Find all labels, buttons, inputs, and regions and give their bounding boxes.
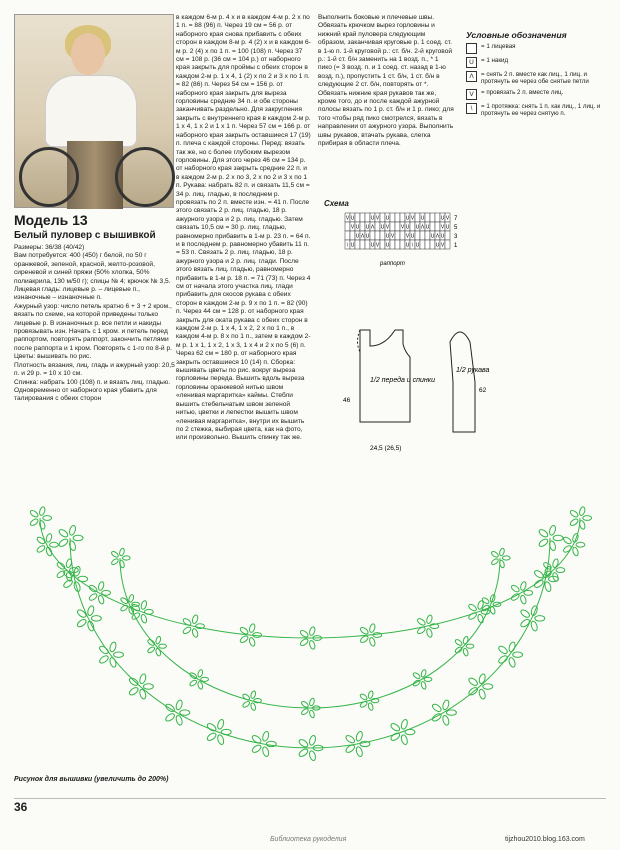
chart-symbol: Λ (420, 224, 425, 231)
rapport-label: раппорт (380, 261, 405, 267)
legend-text: = 1 протяжка: снять 1 п. как лиц., 1 лиц. и протянуть ее через снятую п. (481, 102, 601, 118)
paragraph: Цветы: вышивать по рис. (14, 353, 92, 361)
chart-cell (355, 240, 360, 249)
width-label: 24,5 (26,5) (370, 445, 402, 452)
chart-cell (435, 213, 440, 222)
chart-cell (370, 231, 375, 240)
chart-cell (365, 213, 370, 222)
chart-cell (415, 231, 420, 240)
chart-cell (420, 231, 425, 240)
chart-symbol: V (350, 224, 355, 231)
paragraph: Плотность вязания, лиц. гладь и ажурный узор: 20,5 п. и 29 р. = 10 х 10 см. (14, 361, 175, 378)
chart-symbol: U (435, 242, 440, 249)
front-back-label: 1/2 переда и спинки (370, 377, 435, 384)
chart-symbol: U (440, 215, 445, 222)
model-photo (14, 14, 174, 208)
chart-symbol: V (345, 215, 350, 222)
chart-cell (355, 213, 360, 222)
chart-cell (425, 231, 430, 240)
chart-symbol: U (370, 242, 375, 249)
legend-text: = 1 лицевая (481, 43, 516, 50)
chart-symbol: V (440, 242, 445, 249)
chart-symbol: U (410, 233, 415, 240)
chart-cell (400, 213, 405, 222)
chart-row-label: 3 (454, 234, 458, 240)
photo-face (71, 33, 105, 75)
chart-symbol: \ (346, 242, 349, 249)
chart-cell (365, 240, 370, 249)
chart-cell (400, 231, 405, 240)
paragraph: Спинка: набрать 100 (108) п. и вязать лиц. гладью. Одновременно от наборного края убавить для талирования с обеих сторон (14, 378, 171, 403)
height-label: 46 (343, 397, 351, 404)
instructions-column-1 (14, 244, 176, 404)
paragraph: Вам потребуется: 400 (450) г белой, по 50 г оранжевой, зеленой, красной, желто-розовой, сиреневой и синей пряжи (50% хлопка, 50% полиакрила, 130 м/50 г); спицы № 4; крючок № 3,5. (14, 252, 171, 285)
front-back-diagram (358, 330, 411, 422)
sleeve-label: 1/2 рукава (456, 367, 490, 374)
chart-symbol: U (380, 224, 385, 231)
legend-text: = провязать 2 п. вместе лиц. (481, 88, 564, 96)
chart-symbol: \ (411, 242, 414, 249)
model-title: Модель 13 (14, 212, 88, 228)
source-url: tijzhou2010.blog.163.com (505, 836, 585, 843)
chart-symbol: U (350, 215, 355, 222)
chart-symbol: U (365, 233, 370, 240)
lace-pattern-chart (345, 213, 465, 271)
sleeve-length-label: 62 (479, 387, 487, 394)
chart-cell (425, 240, 430, 249)
chart-symbol: U (355, 224, 360, 231)
legend-symbol: U (466, 57, 477, 68)
chart-symbol: U (350, 242, 355, 249)
instructions-column-2: в каждом 6-м р. 4 х и в каждом 4-м р. 2 х по 1 п. = 88 (96) п. Через 19 см = 56 р. от наборного края снова прибавить с обеих сторон в каждом 8-м р. 4 (2) х и в каждом 6-м р. 2 (4) х по 1 п. = 100 (108) п. Через 37 см = 108 р. (36 см = 104 р.) от наборного края закрыть для проймы с обеих сторон в каждом 2-м р. 1 х 4, 1 (2) х по 2 и 3 х по 1 п. = 82 (86) п. Через 54 см = 156 р. от наборного края закрыть для выреза горловины средние 34 п. и обе стороны заканчивать раздельно. Для закругления закрыть с внутреннего края в каждом 2-м р. 1 х 4, 1 х 2 и 1 х 1 п. Через 57 см = 166 р. от наборного края закрыть оставшиеся 17 (19) п. плеча с каждой стороны. Перед: вязать так же, но с более глубоким вырезом горловины. Для этого через 46 см = 134 р. от наборного края закрыть средние 22 п. и в каждом 2-м р. 2 х по 3, 2 х по 2 и 3 х по 1 п. Рукава: набрать 82 п. и связать 11,5 см = 34 р. лиц. гладью, в последнем р. провязать по 2 п. вместе изн. = 41 п. После этого связать 2 р. лиц. гладью, 18 р. ажурного узора и 2 р. лиц. гладью. Затем связать 10,5 см = 30 р. лиц. гладью, равномерно прибавить в 1-м р. 23 п. = 64 п. и в последнем р. равномерно убавить 11 п. = 53 п. Связать 2 р. лиц. гладью, 18 р. ажурного узора и 2 р. лиц. глади. После этого вязать лиц. гладью, равномерно прибавить в 1-м р. 18 п. = 71 (73) п. Через 4 см от начала этого участка лиц. глади прибавить для скосов рукава с обеих сторон в каждом 2-м р. 9 х по 1 п. = 82 (90) п. Через 44 см = 128 р. от наборного края закрыть для оката рукава с обеих сторон в каждом 2-м р. 1 х 4, 1 х 2, 2 х по 1 п., в каждом 4-м р. 8 х по 1 п., затем в каждом 2-м р. 1 х 1, 1 х 2, 1 х 3, 1 х 4 и 2 х по 5 (6) п. Через 62 см = 180 р. от наборного края закрыть оставшиеся 10 (14) п. Сборка: вышивать цветы по рис. вокруг выреза горловины переда. Вышить вдоль выреза горловины оранжевой нитью швом «ленивая маргаритка» каймы. Стебли вышить стебельчатым швом зеленой нитью, цветки и лепестки вышить швом «ленивая маргаритка», внутри их вышить по 2 стежка, выбирая цвета, как на фото, или произвольно. Вышить спинку так же. (176, 14, 311, 442)
legend-item (466, 57, 616, 68)
chart-cell (445, 231, 450, 240)
chart-cell (395, 231, 400, 240)
chart-cell (380, 213, 385, 222)
chart-symbol: V (400, 224, 405, 231)
chart-symbol: Λ (370, 224, 375, 231)
chart-cell (425, 213, 430, 222)
chart-symbol: U (430, 233, 435, 240)
chart-symbol: U (385, 242, 390, 249)
legend-symbol (466, 43, 477, 54)
chart-symbol: U (370, 215, 375, 222)
chart-cell (415, 213, 420, 222)
chart-symbol: V (375, 215, 380, 222)
chart-cell (430, 213, 435, 222)
chart-symbol: U (405, 215, 410, 222)
legend-item (466, 89, 616, 100)
chart-symbol: Λ (435, 233, 440, 240)
sleeve-diagram (450, 332, 475, 432)
page-number: 36 (14, 800, 28, 814)
instructions-column-3: Выполнить боковые и плечевые швы. Обвязать крючком вырез горловины и нижний край пуловера следующим образом, заканчивая круговые р. 1 соед. ст. в 1-ю п. 1-й круговой р.: ст. б/н. 2-й круговой р.: 1-й ст. б/н заменить на 1 возд. п., * 1 пико (= 3 возд. п. и 1 соед. ст. назад в 1-ю возд. п.), пропустить 1 ст. б/н, 1 ст. б/н в следующие 2 ст. б/н, повторять от *. Обвязать нижние края рукавов так же, кроме того, до и после каждой ажурной полосы вязать по 1 р. ст. б/н и 1 р. пико; для того чтобы ряд пико смотрелся, вязать в направлении от ажурного узора. Выполнить швы рукавов, втачать рукава, слегка прибирая в области плеча. (318, 14, 454, 148)
legend-item (466, 103, 616, 118)
chart-cell (380, 240, 385, 249)
chart-cell (390, 240, 395, 249)
footer-text: Библиотека рукоделия (270, 836, 347, 843)
paragraph: Ажурный узор: число петель кратно 6 + 3 + 2 кром., вязать по схеме, на которой приведены только лицевые р. В изнаночных р. все петли и накиды провязывать изн. Начать с 1 кром. и петель перед раппортом, повторять раппорт, закончить петлями после раппорта и 1 кром. Повторять с 1-го по 8-й р. (14, 302, 172, 352)
chart-cell (435, 222, 440, 231)
chart-symbol: V (440, 224, 445, 231)
chart-symbol: V (375, 242, 380, 249)
chart-cell (380, 231, 385, 240)
legend-item (466, 71, 616, 86)
chart-cell (375, 231, 380, 240)
chart-symbol: U (440, 233, 445, 240)
chart-symbol: U (445, 224, 450, 231)
chart-symbol: U (420, 215, 425, 222)
chart-cell (430, 222, 435, 231)
chart-symbol: V (385, 224, 390, 231)
chart-cell (410, 222, 415, 231)
paragraph: Размеры: 36/38 (40/42) (14, 244, 85, 251)
stem-line (40, 518, 580, 638)
chart-cell (430, 240, 435, 249)
chart-symbol: V (410, 215, 415, 222)
chart-cell (420, 240, 425, 249)
legend-text: = 1 накид (481, 57, 509, 64)
legend-symbol: V (466, 89, 477, 100)
chart-cell (360, 222, 365, 231)
chart-row-label: 5 (454, 225, 458, 231)
bicycle-wheel-icon (19, 147, 79, 207)
chart-row-label: 1 (454, 243, 458, 249)
chart-symbol: U (355, 233, 360, 240)
embroidery-drawing (14, 478, 606, 772)
chart-cell (390, 222, 395, 231)
paragraph: Лицевая гладь: лицевые р. – лицевые п., изнаночные – изнаночные п. (14, 286, 140, 302)
chart-cell (360, 213, 365, 222)
chart-symbol: U (415, 224, 420, 231)
photo-shirt (45, 75, 137, 147)
legend-item (466, 43, 616, 54)
chart-cell (390, 213, 395, 222)
chart-symbol: V (405, 233, 410, 240)
chart-symbol: U (385, 233, 390, 240)
drawing-caption: Рисунок для вышивки (увеличить до 200%) (14, 776, 169, 783)
chart-symbol: U (405, 242, 410, 249)
chart-cell (445, 240, 450, 249)
chart-cell (360, 240, 365, 249)
stem-line (70, 538, 550, 748)
chart-cell (350, 231, 355, 240)
chart-cell (375, 222, 380, 231)
chart-symbol: U (425, 224, 430, 231)
legend (466, 30, 616, 121)
chart-symbol: Λ (360, 233, 365, 240)
stem-line (120, 558, 500, 708)
legend-symbol: \ (466, 103, 477, 114)
legend-text: = снять 2 п. вместе как лиц., 1 лиц. и протянуть ее через обе снятые петли (481, 71, 589, 86)
garment-diagrams (335, 322, 490, 462)
model-subtitle: Белый пуловер с вышивкой (14, 230, 156, 241)
chart-cell (395, 240, 400, 249)
chart-cell (345, 231, 350, 240)
legend-symbol: Λ (466, 71, 477, 82)
chart-cell (400, 240, 405, 249)
bicycle-wheel-icon (115, 147, 175, 207)
legend-title: Условные обозначения (466, 30, 567, 40)
chart-cell (395, 213, 400, 222)
chart-cell (345, 222, 350, 231)
chart-row-label: 7 (454, 216, 458, 222)
chart-symbol: U (365, 224, 370, 231)
chart-symbol: U (405, 224, 410, 231)
scheme-title: Схема (324, 199, 349, 208)
chart-symbol: U (385, 215, 390, 222)
chart-symbol: U (415, 242, 420, 249)
chart-symbol: V (445, 215, 450, 222)
chart-symbol: V (390, 233, 395, 240)
chart-cell (395, 222, 400, 231)
divider (14, 798, 606, 799)
